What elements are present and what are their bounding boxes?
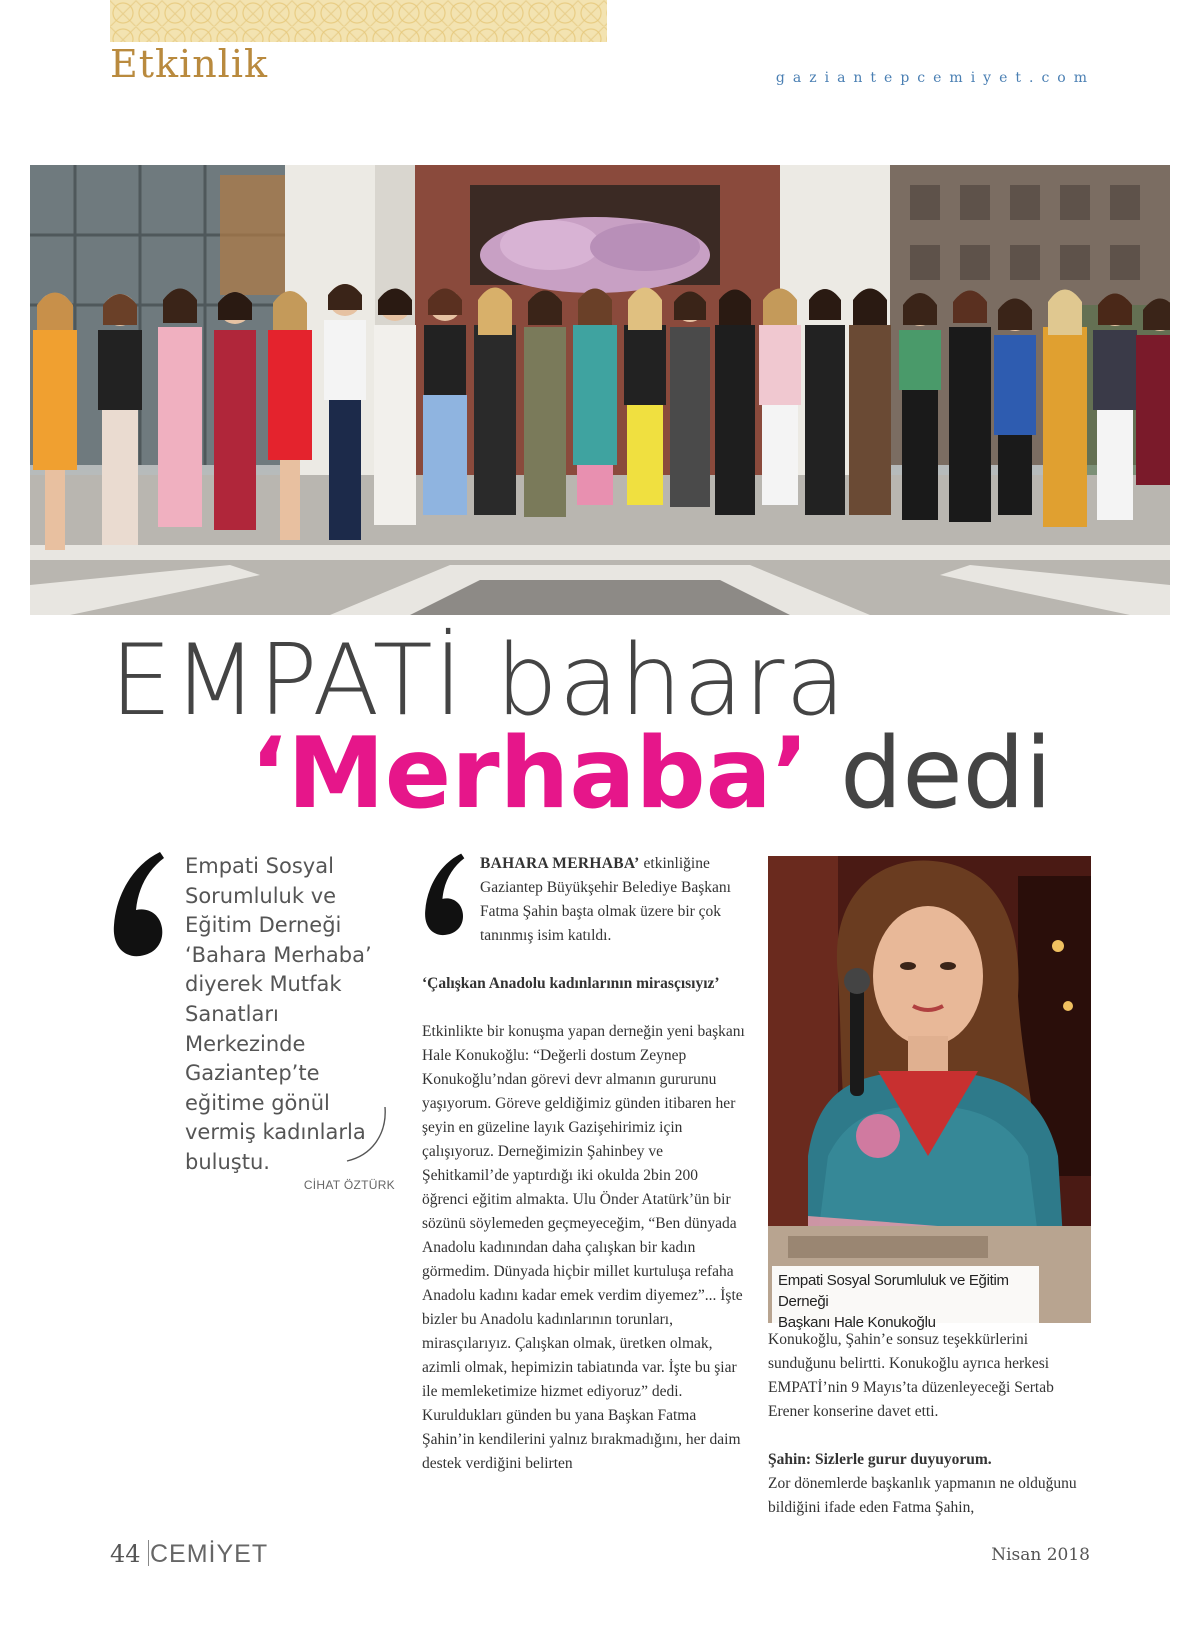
article-intro (480, 852, 745, 948)
headline-rest: dedi (840, 717, 1053, 831)
article-subhead: ‘Çalışkan Anadolu kadınlarının mirasçısıyız’ (422, 975, 720, 992)
headline-line2 (250, 717, 1053, 831)
article-paragraph: Etkinlikte bir konuşma yapan derneğin yeni başkanı Hale Konukoğlu: “Değerli dostum Zeynep Konukoğlu’ndan görevi devr almanın gururunu yaşıyorum. Göreve geldiğimiz günden itibaren her şeyin en güzeline layık Gazişehirimiz için çalışıyoruz. Derneğimizin Şahinbey ve Şehitkamil’de yaptırdığı iki okulda 2bin 200 öğrenci eğitim almakta. Ulu Önder Atatürk’ün bir sözünü söylemeden geçmeyeceğim, “Ben dünyada Anadolu kadınından daha çalışkan bir kadın görmedim. Dünyada hiçbir millet kurtuluşa refaha Anadolu kadını kadar emek verdim diyemez”... İşte bizler bu Anadolu kadınlarının torunları, mirasçılarıyız. Çalışkan olmak, üretken olmak, azimli olmak, hepimizin tabiatında var. İşte bu şiar ile memleketimize hizmet ediyoruz” dedi. (422, 1023, 745, 1400)
photographer-credit: CİHAT ÖZTÜRK (303, 1178, 395, 1192)
article-paragraph: Zor dönemlerde başkanlık yapmanın ne olduğunu bildiğini ifade eden Fatma Şahin, (768, 1475, 1077, 1516)
issue-date: Nisan 2018 (991, 1545, 1090, 1565)
headline-line1: EMPATİ bahara (110, 624, 847, 738)
article-paragraph: Konukoğlu, Şahin’e sonsuz teşekkürlerini sunduğunu belirtti. Konukoğlu ayrıca herkesi EMPATİ’nin 9 Mayıs’ta düzenleyeceği Sertab Erener konserine davet etti. (768, 1331, 1054, 1420)
article-paragraph: Kuruldukları günden bu yana Başkan Fatma Şahin’in kendilerini yalnız bırakmadığını, her daim destek verdiğini belirten (422, 1407, 741, 1472)
group-photo (30, 165, 1170, 615)
magazine-name: CEMİYET (150, 1540, 269, 1568)
quote-mark-icon (420, 852, 468, 938)
section-title: Etkinlik (110, 42, 268, 86)
decorative-pattern-band (110, 0, 607, 42)
quote-mark-icon (108, 850, 168, 960)
intro-lead: BAHARA MERHABA’ (480, 855, 640, 872)
pull-quote-curve (345, 1105, 395, 1165)
photo-caption (772, 1266, 1039, 1337)
footer-divider (148, 1540, 149, 1566)
article-body-column3 (768, 1328, 1093, 1520)
page-number: 44 (110, 1540, 141, 1568)
headline-highlight: ‘Merhaba’ (250, 717, 809, 831)
caption-line1: Empati Sosyal Sorumluluk ve Eğitim Derneği (778, 1272, 1009, 1310)
pull-quote: Empati Sosyal Sorumluluk ve Eğitim Derneği ‘Bahara Merhaba’ diyerek Mutfak Sanatları Merkezinde Gaziantep’te eğitime gönül vermiş kadınlarla buluştu. (185, 854, 372, 1174)
intro-rest: etkinliğine Gaziantep Büyükşehir Belediye Başkanı Fatma Şahin başta olmak üzere bir çok tanınmış isim katıldı. (480, 855, 731, 944)
caption-line2: Başkanı Hale Konukoğlu (778, 1314, 936, 1331)
website-url[interactable]: gaziantepcemiyet.com (775, 70, 1095, 86)
article-subhead: Şahin: Sizlerle gurur duyuyorum. (768, 1451, 992, 1468)
article-body (422, 1020, 747, 1476)
speaker-photo (768, 856, 1091, 1323)
